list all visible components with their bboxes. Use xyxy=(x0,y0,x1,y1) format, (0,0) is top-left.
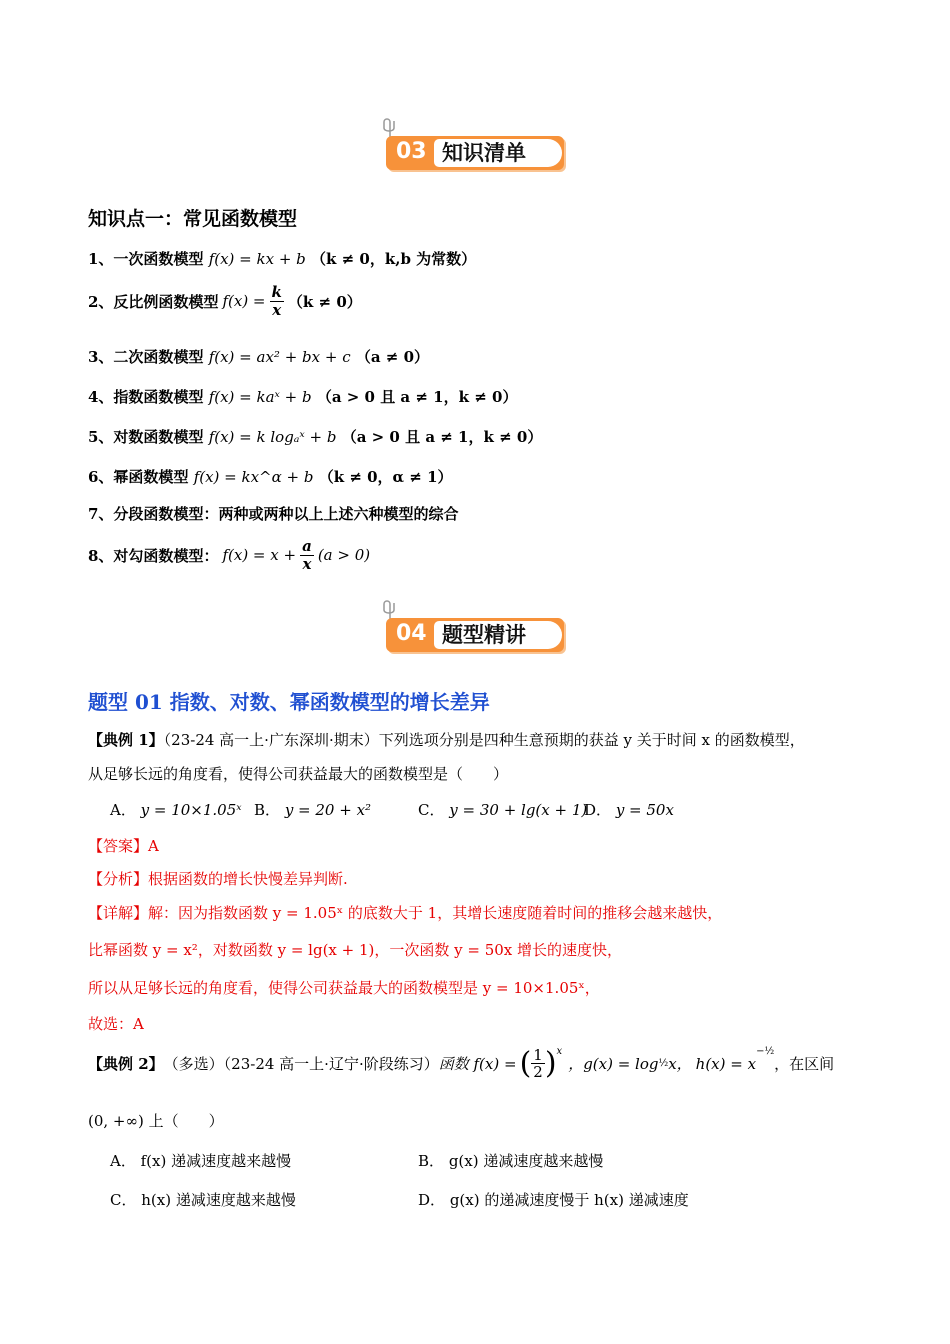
model-item-nike xyxy=(88,538,370,572)
option-text: f(x) 递减速度越来越慢 xyxy=(140,1152,292,1170)
paperclip-icon xyxy=(382,598,398,620)
model-item-logarithmic xyxy=(88,426,542,447)
model-label: 6、幂函数模型 xyxy=(88,468,189,486)
example1-option-b xyxy=(254,799,371,820)
fraction-numerator: 1 xyxy=(533,1045,543,1064)
example-source: （多选）（23-24 高一上·辽宁·阶段练习） xyxy=(163,1055,439,1073)
fraction-numerator: a xyxy=(302,537,312,555)
option-key: D． xyxy=(584,801,612,819)
example1-option-c xyxy=(418,799,587,820)
option-text: g(x) 的递减速度慢于 h(x) 递减速度 xyxy=(449,1191,689,1209)
example1-answer: 【答案】A xyxy=(88,837,159,855)
example1-question-line1 xyxy=(88,729,805,750)
option-text: y = 20 + x² xyxy=(284,801,372,819)
section-heading: 知识点一：常见函数模型 xyxy=(88,208,298,230)
option-text: y = 10×1.05ˣ xyxy=(140,801,242,819)
model-label: 5、对数函数模型 xyxy=(88,428,204,446)
fraction-half xyxy=(531,1047,545,1081)
example-tag: 【典例 1】 xyxy=(88,731,164,749)
model-condition: （k ≠ 0，k,b 为常数） xyxy=(311,250,477,268)
option-key: B． xyxy=(418,1152,445,1170)
model-condition: （k ≠ 0） xyxy=(287,292,362,311)
model-label: 2、反比例函数模型 xyxy=(88,292,219,311)
detail-tag: 【详解】 xyxy=(88,904,149,922)
example-tag: 【典例 2】 xyxy=(88,1055,164,1073)
model-label: 4、指数函数模型 xyxy=(88,388,204,406)
model-formula: f(x) = kx^α + b xyxy=(193,468,314,486)
question-tail: ，在区间 xyxy=(774,1055,835,1073)
function-g: ，g(x) = log xyxy=(568,1055,659,1073)
log-base: ½ xyxy=(658,1058,669,1069)
model-formula: f(x) = kaˣ + b xyxy=(208,388,312,406)
paperclip-icon xyxy=(382,116,398,138)
example2-question-line1 xyxy=(88,1046,834,1081)
example1-analysis xyxy=(88,868,348,889)
model-fraction xyxy=(300,538,314,572)
function-h: h(x) = x xyxy=(695,1054,757,1073)
model-item-quadratic xyxy=(88,346,429,367)
fraction-numerator: k xyxy=(271,283,282,301)
fraction-denominator: x xyxy=(272,300,282,319)
model-condition: （a > 0 且 a ≠ 1，k ≠ 0） xyxy=(341,428,543,446)
example2-option-d xyxy=(418,1189,689,1210)
option-text: y = 30 + lg(x + 1) xyxy=(449,801,588,819)
example2-option-c xyxy=(110,1189,296,1210)
model-item-linear xyxy=(88,248,476,269)
example1-choice: 故选：A xyxy=(88,1015,144,1033)
model-item-inverse xyxy=(88,284,362,318)
model-formula: f(x) = ax² + bx + c xyxy=(208,348,351,366)
option-text: y = 50x xyxy=(615,801,674,819)
model-condition: （a > 0 且 a ≠ 1，k ≠ 0） xyxy=(316,388,518,406)
badge-number: 04 xyxy=(396,621,427,646)
topic-heading: 题型 01 指数、对数、幂函数模型的增长差异 xyxy=(88,690,490,714)
model-formula-lhs: f(x) = xyxy=(222,292,266,310)
option-key: B． xyxy=(254,801,281,819)
analysis-tag: 【分析】 xyxy=(88,870,149,888)
model-label: 7、分段函数模型：两种或两种以上上述六种模型的综合 xyxy=(88,505,459,523)
option-text: h(x) 递减速度越来越慢 xyxy=(141,1191,296,1209)
example1-option-a xyxy=(110,799,242,820)
example1-detail-line3: 所以从足够长远的角度看，使得公司获益最大的函数模型是 y = 10×1.05ˣ， xyxy=(88,979,600,997)
section-badge-knowledge xyxy=(384,122,570,174)
option-key: A． xyxy=(110,1152,136,1170)
model-formula: f(x) = kx + b xyxy=(208,250,306,268)
option-key: A． xyxy=(110,801,136,819)
model-condition: (a > 0) xyxy=(317,546,371,564)
example1-detail-line2: 比幂函数 y = x²，对数函数 y = lg(x + 1)，一次函数 y = 50x 增长的速度快， xyxy=(88,941,623,959)
analysis-text: 根据函数的增长快慢差异判断. xyxy=(148,870,348,888)
model-label: 1、一次函数模型 xyxy=(88,250,204,268)
option-key: D． xyxy=(418,1191,446,1209)
model-label: 8、对勾函数模型： xyxy=(88,546,219,565)
model-condition: （k ≠ 0，α ≠ 1） xyxy=(318,468,453,486)
paren-right: ) xyxy=(544,1046,557,1081)
model-condition: （a ≠ 0） xyxy=(355,348,430,366)
badge-label: 题型精讲 xyxy=(434,621,562,649)
badge-number: 03 xyxy=(396,139,427,164)
badge-label: 知识清单 xyxy=(434,139,562,167)
option-key: C． xyxy=(418,801,445,819)
h-exponent: −½ xyxy=(756,1046,775,1057)
detail-text: 解：因为指数函数 y = 1.05ˣ 的底数大于 1，其增长速度随着时间的推移会越来越快， xyxy=(148,904,723,922)
example2-question-line2: (0, +∞) 上（ ） xyxy=(88,1112,224,1130)
example2-option-b xyxy=(418,1150,603,1171)
fraction-denominator: x xyxy=(302,554,312,573)
model-formula: f(x) = k logₐˣ + b xyxy=(208,428,337,446)
model-item-power xyxy=(88,466,453,487)
model-formula-lhs: f(x) = x + xyxy=(222,546,297,564)
example1-option-d xyxy=(584,799,674,820)
fraction-denominator: 2 xyxy=(533,1063,543,1081)
model-item-piecewise xyxy=(88,503,458,524)
paren-left: ( xyxy=(519,1046,532,1081)
example-question: 下列选项分别是四种生意预期的获益 y 关于时间 x 的函数模型， xyxy=(378,731,805,749)
example2-option-a xyxy=(110,1150,291,1171)
section-badge-types xyxy=(384,604,570,656)
option-text: g(x) 递减速度越来越慢 xyxy=(448,1152,604,1170)
log-arg: x， xyxy=(668,1055,692,1073)
example-source: （23-24 高一上·广东深圳·期末） xyxy=(163,731,379,749)
model-item-exponential xyxy=(88,386,517,407)
exponent: x xyxy=(556,1046,563,1057)
example1-detail-line1 xyxy=(88,902,722,923)
model-fraction xyxy=(270,284,284,318)
function-f: 函数 f(x) = xyxy=(438,1055,517,1073)
option-key: C． xyxy=(110,1191,137,1209)
example1-question-line2: 从足够长远的角度看，使得公司获益最大的函数模型是（ ） xyxy=(88,765,509,783)
model-label: 3、二次函数模型 xyxy=(88,348,204,366)
